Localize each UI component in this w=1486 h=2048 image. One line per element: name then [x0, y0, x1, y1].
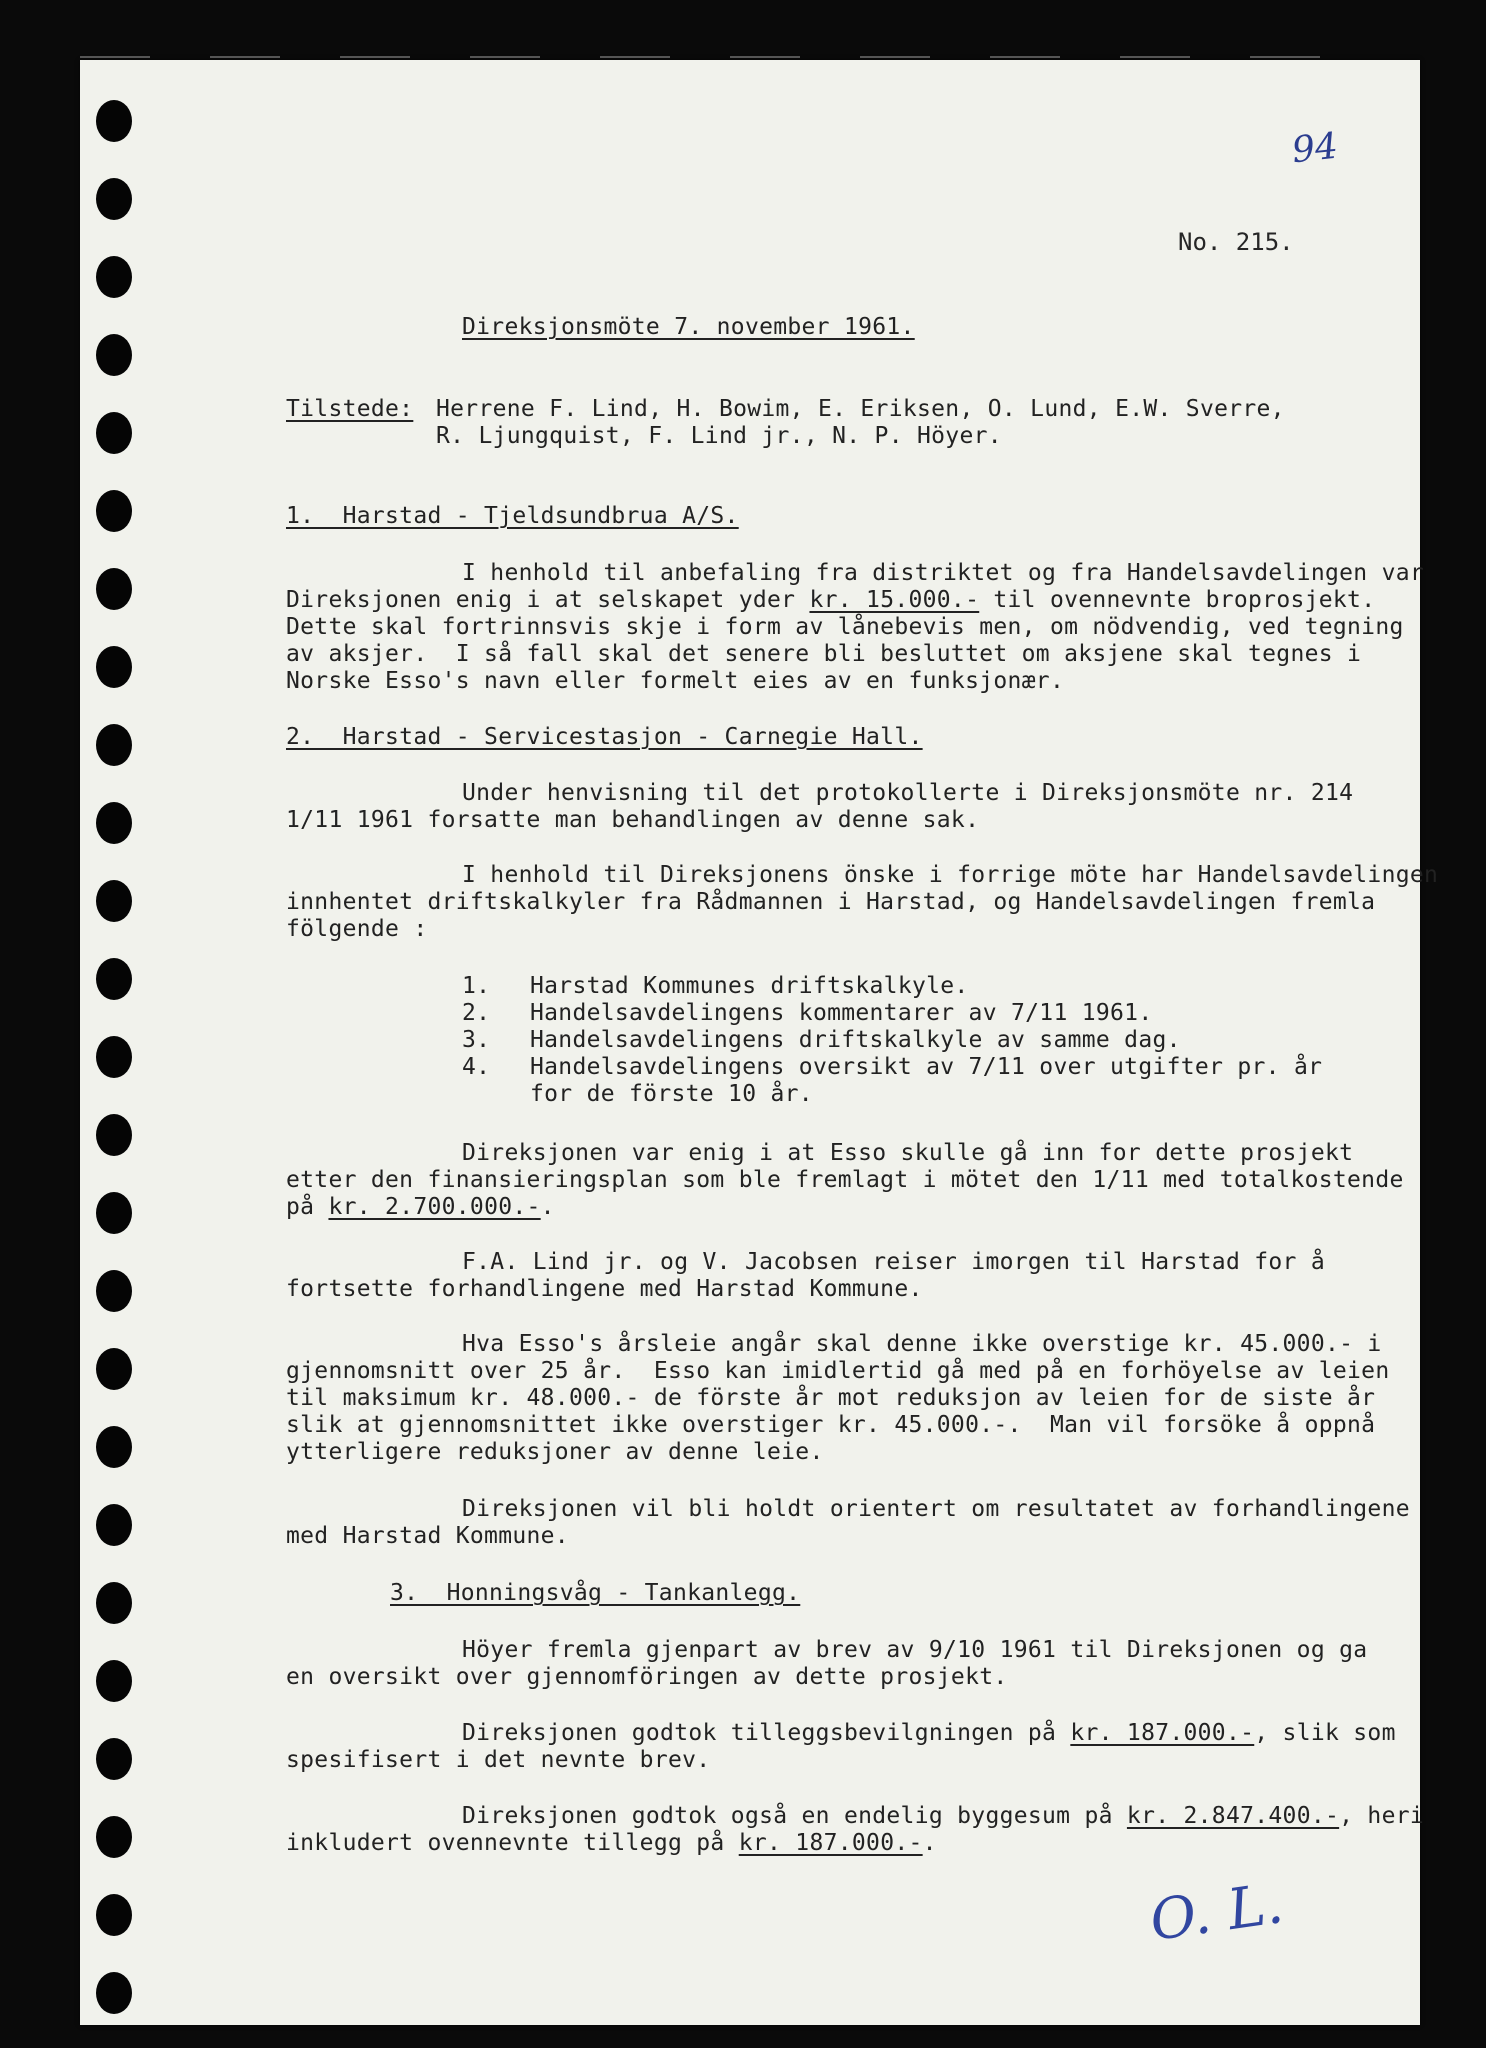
s2-p5-line-5: ytterligere reduksjoner av denne leie. — [286, 1439, 824, 1465]
s2-p5-line-1: Hva Esso's årsleie angår skal denne ikke overstige kr. 45.000.- i — [462, 1331, 1382, 1357]
s2-p2-line-2: innhentet driftskalkyler fra Rådmannen i Harstad, og Handelsavdelingen fremla — [286, 889, 1376, 915]
s2-p2-line-3: fölgende : — [286, 916, 428, 942]
s2-p2-line-1: I henhold til Direksjonens önske i forrige möte har Handelsavdelingen — [462, 862, 1439, 888]
list-item-3: Handelsavdelingens driftskalkyle av samme dag. — [530, 1027, 1181, 1053]
list-item-1: Harstad Kommunes driftskalkyle. — [530, 973, 969, 999]
s1-line-2: Direksjonen enig i at selskapet yder kr. 15.000.- til ovennevnte broprosjekt. — [286, 587, 1376, 613]
list-item-2-num: 2. — [462, 1000, 491, 1026]
meeting-title: Direksjonsmöte 7. november 1961. — [462, 314, 915, 340]
list-item-4-cont: for de förste 10 år. — [530, 1081, 813, 1107]
s3-p3-line-2: inkludert ovennevnte tillegg på kr. 187.000.-. — [286, 1830, 937, 1856]
list-item-2: Handelsavdelingens kommentarer av 7/11 1961. — [530, 1000, 1153, 1026]
s2-p4-line-1: F.A. Lind jr. og V. Jacobsen reiser imorgen til Harstad for å — [462, 1249, 1325, 1275]
s1-line-1: I henhold til anbefaling fra distriktet og fra Handelsavdelingen var — [462, 560, 1425, 586]
present-line-1: Herrene F. Lind, H. Bowim, E. Eriksen, O. Lund, E.W. Sverre, — [436, 396, 1285, 422]
list-item-4: Handelsavdelingens oversikt av 7/11 over utgifter pr. år — [530, 1054, 1323, 1080]
list-item-1-num: 1. — [462, 973, 491, 999]
handwritten-signature: O. L. — [1146, 1871, 1288, 1954]
present-label: Tilstede: — [286, 396, 414, 422]
section-2-heading: 2. Harstad - Servicestasjon - Carnegie Hall. — [286, 724, 923, 750]
s2-p6-line-1: Direksjonen vil bli holdt orientert om resultatet av forhandlingene — [462, 1496, 1410, 1522]
top-edge-marks — [80, 56, 1420, 66]
list-item-4-num: 4. — [462, 1054, 491, 1080]
present-line-2: R. Ljungquist, F. Lind jr., N. P. Höyer. — [436, 423, 1002, 449]
section-3-heading: 3. Honningsvåg - Tankanlegg. — [390, 1580, 801, 1606]
s2-p1-line-2: 1/11 1961 forsatte man behandlingen av denne sak. — [286, 807, 980, 833]
s1-line-5: Norske Esso's navn eller formelt eies av en funksjonær. — [286, 668, 1065, 694]
s3-p1-line-2: en oversikt over gjennomföringen av dette prosjekt. — [286, 1664, 1008, 1690]
document-number: No. 215. — [1178, 228, 1294, 256]
handwritten-page-number: 94 — [1289, 125, 1340, 172]
section-1-heading: 1. Harstad - Tjeldsundbrua A/S. — [286, 503, 739, 529]
s1-line-3: Dette skal fortrinnsvis skje i form av lånebevis men, om nödvendig, ved tegning — [286, 614, 1404, 640]
s2-p4-line-2: fortsette forhandlingene med Harstad Kommune. — [286, 1276, 923, 1302]
s2-p6-line-2: med Harstad Kommune. — [286, 1523, 569, 1549]
s3-p2-line-1: Direksjonen godtok tilleggsbevilgningen på kr. 187.000.-, slik som — [462, 1720, 1396, 1746]
binder-holes — [96, 90, 140, 1990]
s2-p5-line-2: gjennomsnitt over 25 år. Esso kan imidlertid gå med på en forhöyelse av leien — [286, 1358, 1390, 1384]
s2-p1-line-1: Under henvisning til det protokollerte i Direksjonsmöte nr. 214 — [462, 780, 1354, 806]
s2-p3-line-3: på kr. 2.700.000.-. — [286, 1194, 555, 1220]
list-item-3-num: 3. — [462, 1027, 491, 1053]
s2-p5-line-3: til maksimum kr. 48.000.- de förste år mot reduksjon av leien for de siste år — [286, 1385, 1376, 1411]
s3-p3-line-1: Direksjonen godtok også en endelig byggesum på kr. 2.847.400.-, heri — [462, 1803, 1425, 1829]
s2-p5-line-4: slik at gjennomsnittet ikke overstiger kr. 45.000.-. Man vil forsöke å oppnå — [286, 1412, 1376, 1438]
s2-p3-line-2: etter den finansieringsplan som ble fremlagt i mötet den 1/11 med totalkostende — [286, 1167, 1404, 1193]
s3-p2-line-2: spesifisert i det nevnte brev. — [286, 1747, 711, 1773]
s1-line-4: av aksjer. I så fall skal det senere bli besluttet om aksjene skal tegnes i — [286, 641, 1362, 667]
s2-p3-line-1: Direksjonen var enig i at Esso skulle gå inn for dette prosjekt — [462, 1140, 1354, 1166]
s3-p1-line-1: Höyer fremla gjenpart av brev av 9/10 1961 til Direksjonen og ga — [462, 1637, 1368, 1663]
